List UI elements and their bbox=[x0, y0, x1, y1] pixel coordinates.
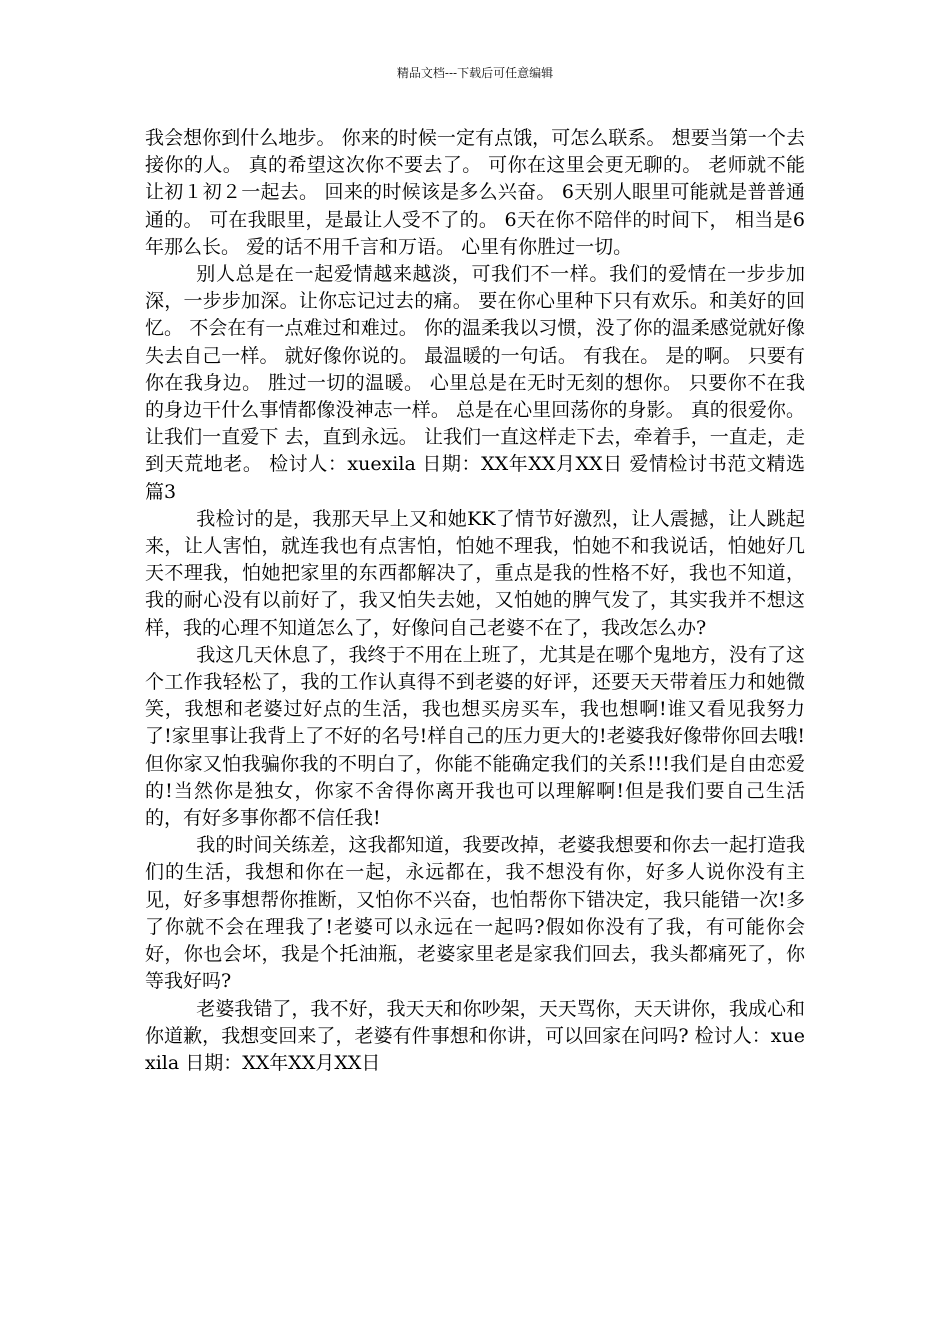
paragraph-1: 我会想你到什么地步。 你来的时候一定有点饿，可怎么联系。 想要当第一个去接你的人。 真的希望这次你不要去了。 可你在这里会更无聊的。 老师就不能让初１初２一起去。 回来的时候该是多么兴奋。 6天别人眼里可能就是普普通通的。 可在我眼里，是最让人受不了的。 6天在你不陪伴的时间下， 相当是6年那么长。 爱的话不用千言和万语。 心里有你胜过一切。 bbox=[145, 127, 805, 258]
page-header: 精品文档---下载后可任意编辑 bbox=[396, 66, 554, 80]
paragraph-2: 别人总是在一起爱情越来越淡，可我们不一样。我们的爱情在一步步加深，一步步加深。让你忘记过去的痛。 要在你心里种下只有欢乐。和美好的回忆。 不会在有一点难过和难过。 你的温柔我以习惯，没了你的温柔感觉就好像失去自己一样。 就好像你说的。 最温暖的一句话。 有我在。 是的啊。 只要有你在我身边。 胜过一切的温暖。 心里总是在无时无刻的想你。 只要你不在我的身边干什么事情都像没神志一样。 总是在心里回荡你的身影。 真的很爱你。让我们一直爱下 去，直到永远。 让我们一直这样走下去，牵着手，一直走，走到天荒地老。 检讨人：xuexila 日期：XX年XX月XX日 爱情检讨书范文精选篇3 bbox=[145, 263, 805, 503]
paragraph-3: 我检讨的是，我那天早上又和她KK了情节好激烈，让人震撼，让人跳起来，让人害怕，就连我也有点害怕，怕她不理我，怕她不和我说话，怕她好几天不理我，怕她把家里的东西都解决了，重点是我的性格不好，我也不知道，我的耐心没有以前好了，我又怕失去她，又怕她的脾气发了，其实我并不想这样，我的心理不知道怎么了，好像问自己老婆不在了，我改怎么办? bbox=[145, 507, 805, 639]
document-body bbox=[145, 125, 805, 1077]
paragraph-4: 我这几天休息了，我终于不用在上班了，尤其是在哪个鬼地方，没有了这个工作我轻松了，我的工作认真得不到老婆的好评，还要天天带着压力和她微笑，我想和老婆过好点的生活，我也想买房买车，我也想啊!谁又看见我努力了!家里事让我背上了不好的名号!样自己的压力更大的!老婆我好像带你回去哦!但你家又怕我骗你我的不明白了，你能不能确定我们的关系!!!我们是自由恋爱的!当然你是独女，你家不舍得你离开我也可以理解啊!但是我们要自己生活的，有好多事你都不信任我! bbox=[145, 643, 805, 830]
paragraph-6: 老婆我错了，我不好，我天天和你吵架，天天骂你，天天讲你，我成心和你道歉，我想变回来了，老婆有件事想和你讲，可以回家在问吗? 检讨人：xuexila 日期：XX年XX月XX日 bbox=[145, 997, 805, 1074]
paragraph-5: 我的时间关练差，这我都知道，我要改掉，老婆我想要和你去一起打造我们的生活，我想和你在一起，永远都在，我不想没有你，好多人说你没有主见，好多事想帮你推断，又怕你不兴奋，也怕帮你下错决定，我只能错一次!多了你就不会在理我了!老婆可以永远在一起吗?假如你没有了我，有可能你会好，你也会坏，我是个托油瓶，老婆家里老是家我们回去，我头都痛死了，你等我好吗? bbox=[145, 834, 805, 993]
